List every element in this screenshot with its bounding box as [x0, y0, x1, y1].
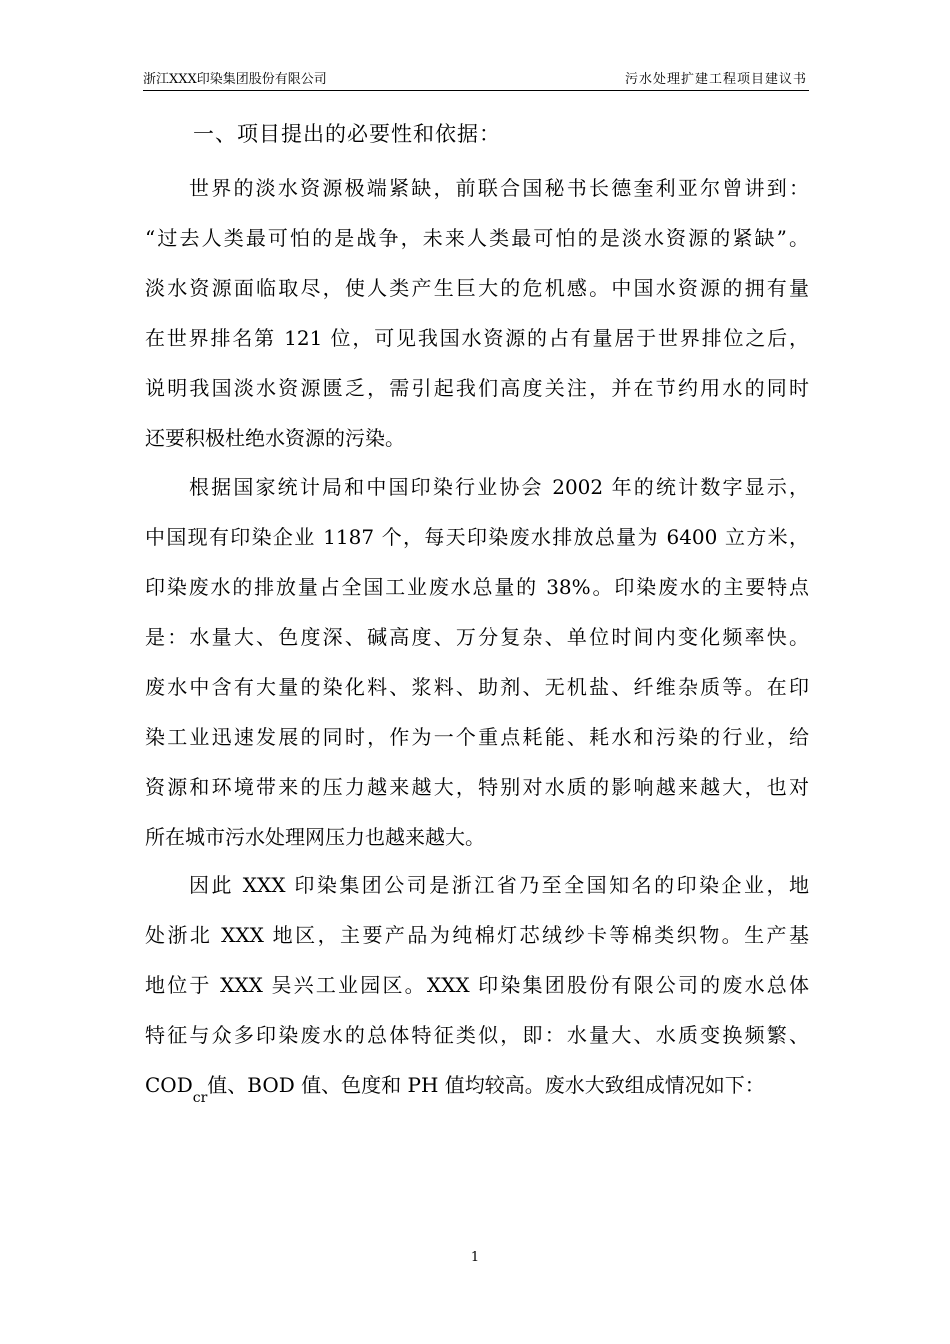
- paragraph-line: 所在城市污水处理网压力也越来越大。: [145, 825, 485, 849]
- paragraph-company-wastewater: [145, 860, 809, 1113]
- paragraph-line: 是：水量大、色度深、碱高度、万分复杂、单位时间内变化频率快。: [145, 625, 809, 649]
- paragraph-line: 地位于 XXX 吴兴工业园区。XXX 印染集团股份有限公司的废水总体: [145, 973, 809, 997]
- paragraph-water-scarcity: [145, 163, 809, 463]
- section-heading: 一、项目提出的必要性和依据：: [193, 122, 501, 146]
- paragraph-line: 资源和环境带来的压力越来越大，特别对水质的影响越来越大，也对: [145, 775, 809, 799]
- cod-subscript: cr: [192, 1090, 208, 1106]
- header-company-name: 浙江XXX印染集团股份有限公司: [143, 72, 327, 87]
- paragraph-line: 印染废水的排放量占全国工业废水总量的 38%。印染废水的主要特点: [145, 575, 809, 599]
- cod-line-text: 值、BOD 值、色度和 PH 值均较高。废水大致组成情况如下：: [207, 1073, 765, 1097]
- paragraph-line: 废水中含有大量的染化料、浆料、助剂、无机盐、纤维杂质等。在印: [145, 675, 809, 699]
- paragraph-dyeing-statistics: [145, 462, 809, 862]
- paragraph-line-cod: [145, 1060, 809, 1113]
- paragraph-line: 淡水资源面临取尽，使人类产生巨大的危机感。中国水资源的拥有量: [145, 276, 809, 300]
- paragraph-line: 处浙北 XXX 地区，主要产品为纯棉灯芯绒纱卡等棉类织物。生产基: [145, 923, 809, 947]
- page-number: 1: [470, 1250, 480, 1265]
- paragraph-line: 中国现有印染企业 1187 个，每天印染废水排放总量为 6400 立方米，: [145, 525, 809, 549]
- paragraph-line: “过去人类最可怕的是战争，未来人类最可怕的是淡水资源的紧缺”。: [145, 226, 809, 250]
- paragraph-line: 还要积极杜绝水资源的污染。: [145, 426, 405, 450]
- paragraph-line: 染工业迅速发展的同时，作为一个重点耗能、耗水和污染的行业，给: [145, 725, 809, 749]
- paragraph-line: 在世界排名第 121 位，可见我国水资源的占有量居于世界排位之后，: [145, 326, 809, 350]
- paragraph-line: 因此 XXX 印染集团公司是浙江省乃至全国知名的印染企业，地: [189, 873, 809, 897]
- page-header: [143, 64, 809, 91]
- cod-label: COD: [145, 1073, 193, 1097]
- paragraph-line: 根据国家统计局和中国印染行业协会 2002 年的统计数字显示，: [189, 475, 809, 499]
- paragraph-line: 特征与众多印染废水的总体特征类似，即：水量大、水质变换频繁、: [145, 1023, 809, 1047]
- header-document-title: 污水处理扩建工程项目建议书: [624, 72, 807, 87]
- paragraph-line: 世界的淡水资源极端紧缺，前联合国秘书长德奎利亚尔曾讲到：: [189, 176, 809, 200]
- paragraph-line: 说明我国淡水资源匮乏，需引起我们高度关注，并在节约用水的同时: [145, 376, 809, 400]
